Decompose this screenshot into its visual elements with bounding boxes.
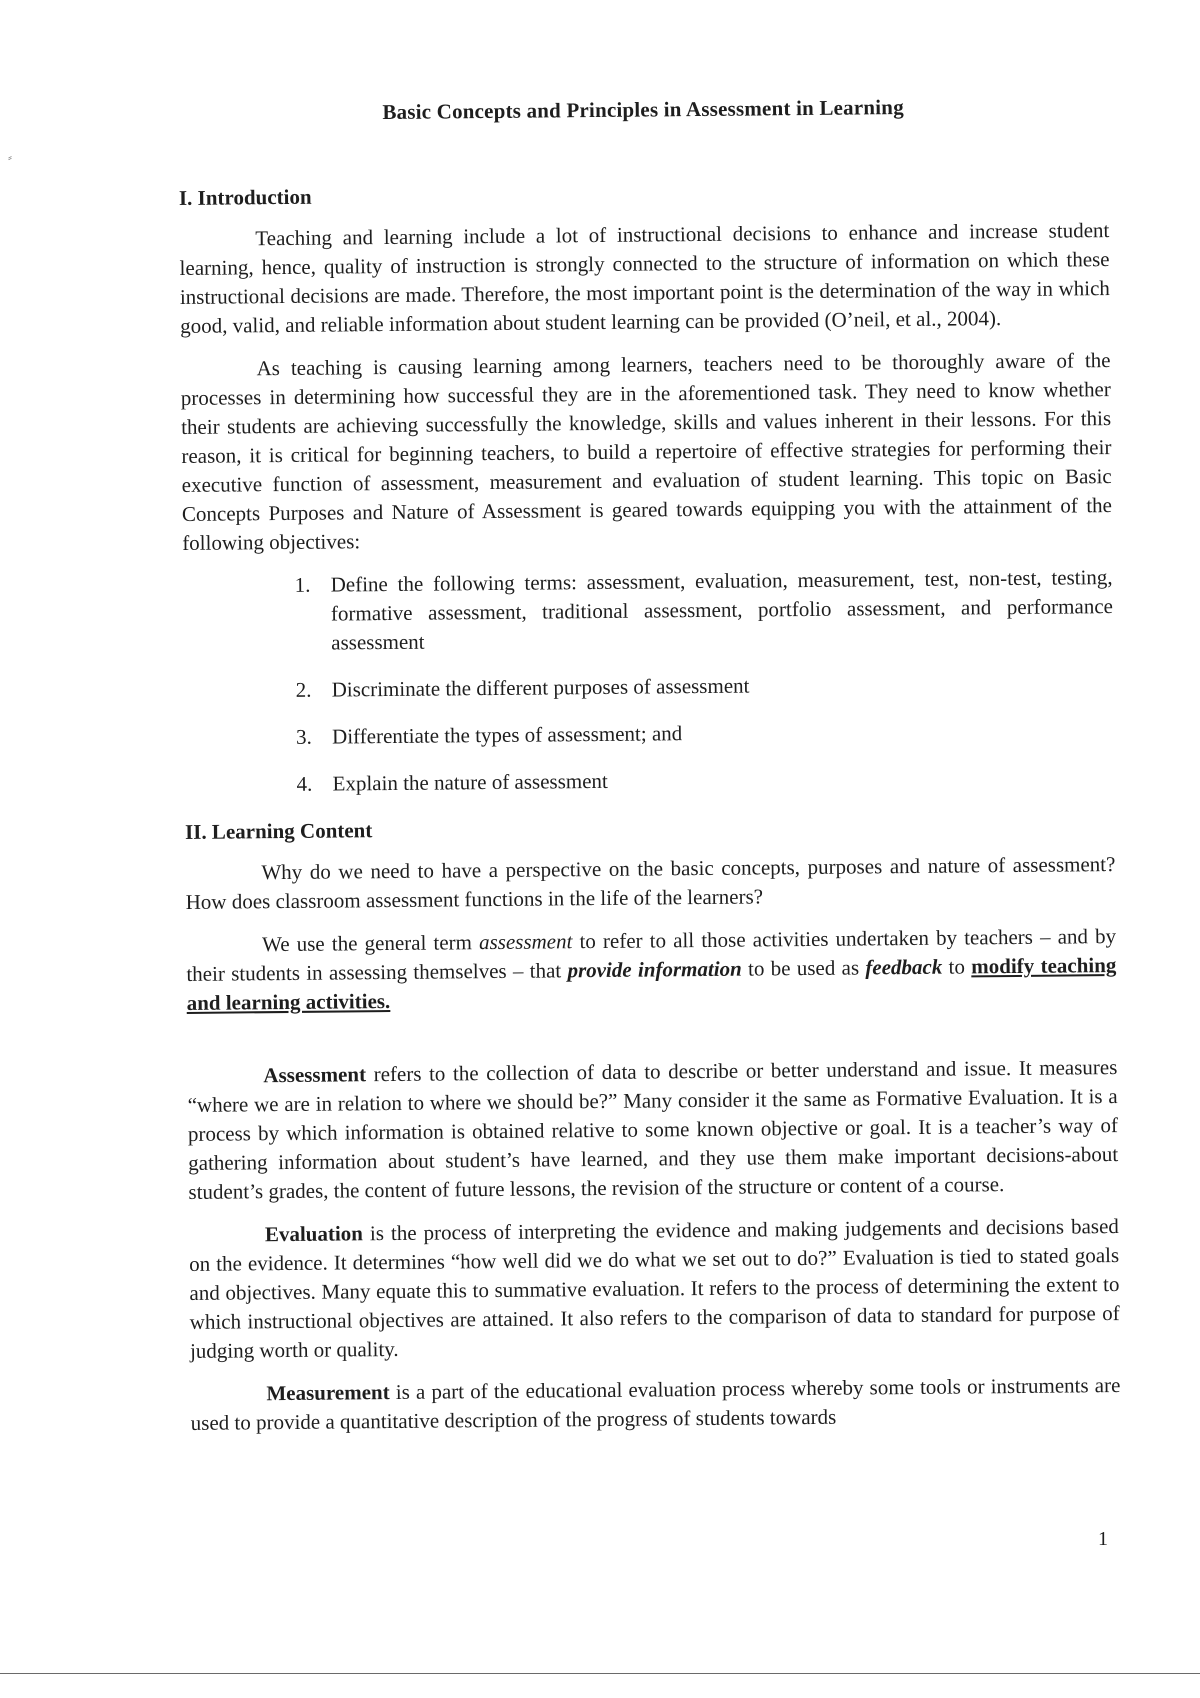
content-paragraph-2 — [186, 922, 1117, 1018]
list-item — [295, 563, 1114, 658]
text-run: to be used as — [741, 955, 866, 981]
evaluation-definition — [189, 1212, 1120, 1366]
feedback-emphasis: feedback — [865, 954, 943, 980]
intro-paragraph-1: Teaching and learning include a lot of instructional decisions to enhance and increase student learning, hence, quality of instruction is strongly connected to the structure of information on which these instructional decisions are made. Therefore, the most important point is the determination of the way in which good, valid, and reliable information about student learning can be provided (O’neil, et al., 2004). — [179, 218, 1110, 338]
measurement-definition — [190, 1371, 1121, 1438]
page-content — [178, 91, 1121, 1452]
content-paragraph-1: Why do we need to have a perspective on the basic concepts, purposes and nature of assessment? How does classroom assessment functions in the life of the learners? — [185, 852, 1116, 914]
introduction-heading: I. Introduction — [178, 184, 312, 210]
page-bottom-edge — [0, 1673, 1200, 1674]
objective-number: 2. — [295, 677, 312, 702]
objective-number: 4. — [296, 771, 313, 796]
text-run: We use the general term — [261, 930, 480, 957]
objective-text: Define the following terms: assessment, evaluation, measurement, test, non-test, testing, formative assessment, traditional assessment, portfolio assessment, and performance assessment — [330, 565, 1114, 655]
text-run: to — [942, 954, 972, 979]
assessment-definition-text: refers to the collection of data to describe or better understand and issue. It measures “where we are in relation to where we should be?” Many consider it the same as Formative Evaluation. It is a process by which information is obtained relative to some known objective or goal. It is a teacher’s way of gathering information about student’s have learned, and they use them make important decisions-about student’s grades, the content of future lessons, the revision of the structure or content of a course. — [187, 1055, 1119, 1204]
text-run: to refer to all those activities undertaken by teachers – and by their students in assessing themselves – that — [186, 924, 1117, 986]
scan-artifact-icon: ⸗ — [8, 150, 12, 164]
learning-content-heading: II. Learning Content — [184, 818, 373, 844]
assessment-definition — [187, 1053, 1118, 1207]
objective-text: Differentiate the types of assessment; and — [332, 721, 683, 749]
assessment-term-italic: assessment — [478, 929, 573, 955]
page-number: 1 — [1098, 1528, 1108, 1550]
modify-teaching-emphasis: modify teaching and learning activities. — [186, 953, 1117, 1015]
objective-number: 3. — [296, 724, 312, 749]
list-item — [296, 762, 1114, 799]
measurement-term: Measurement — [266, 1380, 390, 1406]
list-item — [296, 715, 1114, 752]
list-item — [296, 668, 1114, 705]
objectives-list — [183, 563, 1115, 800]
objective-number: 1. — [294, 572, 311, 597]
provide-information-emphasis: provide information — [567, 956, 742, 983]
evaluation-term: Evaluation — [264, 1221, 364, 1247]
measurement-definition-text: is a part of the educational evaluation process whereby some tools or instruments are used to provide a quantitative description of the progress of students towards — [190, 1373, 1121, 1435]
evaluation-definition-text: is the process of interpreting the evidence and making judgements and decisions based on the evidence. It determines “how well did we do what we set out to do?” Evaluation is tied to stated goals and objectives. Many equate this to summative evaluation. It refers to the process of determining the extent to which instructional objectives are attained. It also refers to the comparison of data to standard for purpose of judging worth or quality. — [189, 1214, 1120, 1363]
document-title: Basic Concepts and Principles in Assessment in Learning — [382, 95, 904, 125]
intro-paragraph-2: As teaching is causing learning among learners, teachers need to be thoroughly aware of the processes in determining how successful they are in the aforementioned task. They need to know whether their students are achieving successfully the knowledge, skills and values inherent in their lessons. For this reason, it is critical for beginning teachers, to build a repertoire of effective strategies for performing their executive function of assessment, measurement and evaluation of student learning. This topic on Basic Concepts Purposes and Nature of Assessment is geared towards equipping you with the attainment of the following objectives: — [180, 348, 1113, 555]
objective-text: Explain the nature of assessment — [332, 768, 608, 796]
objective-text: Discriminate the different purposes of assessment — [331, 673, 750, 702]
assessment-term: Assessment — [263, 1062, 367, 1088]
